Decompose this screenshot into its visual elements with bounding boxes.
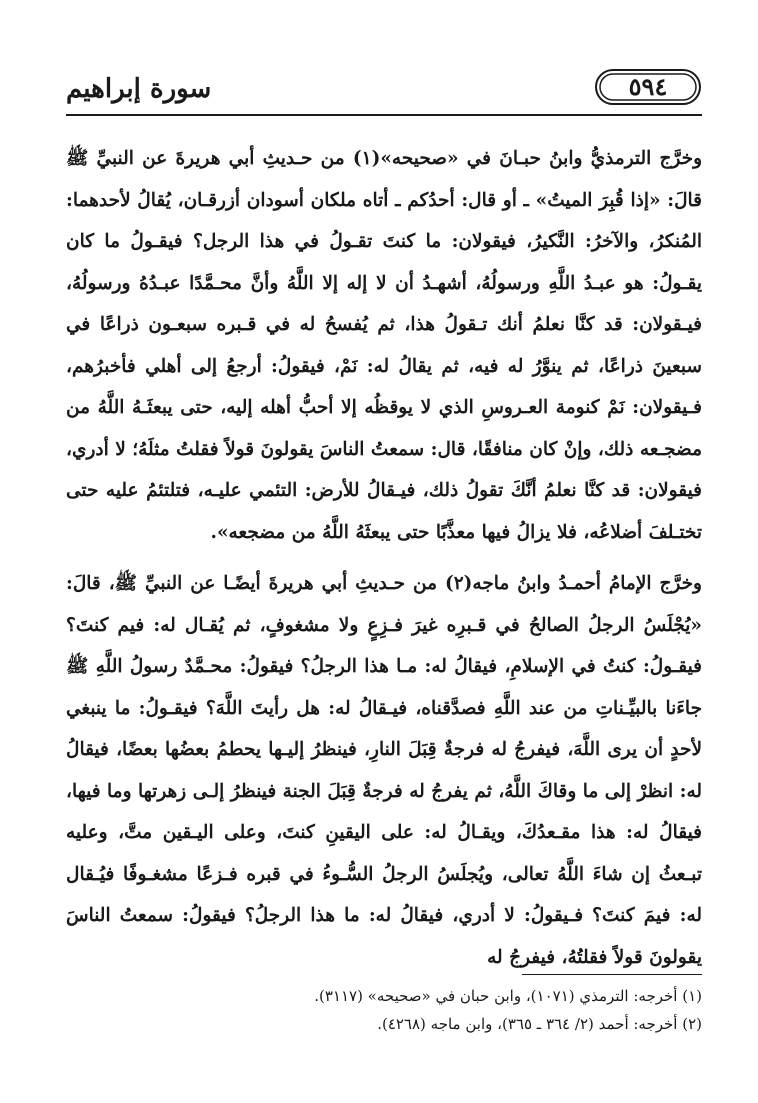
- footnotes: [66, 982, 702, 1038]
- footnote-2: (٢) أخرجه: أحمد (٢/ ٣٦٤ ـ ٣٦٥)، وابن ماجه (٤٢٦٨).: [377, 1015, 702, 1033]
- footnote-1: (١) أخرجه: الترمذي (١٠٧١)، وابن حبان في «صحيحه» (٣١١٧).: [314, 987, 702, 1005]
- paragraph-2: وخرَّج الإمامُ أحمـدُ وابنُ ماجه(٢) من حـديثِ أبي هريرةَ أيضًـا عن النبيِّ ﷺ، قالَ: «يُجْلَسُ الرجلُ الصالحُ في قـبرِه غيرَ فـزِعٍ ولا مشغوفٍ، ثم يُقـال له: فيم كنتَ؟ فيقـولُ: كنتُ في الإسلامِ، فيقالُ له: مـا هذا الرجلُ؟ فيقولُ: محـمَّدٌ رسولُ اللَّهِ ﷺ جاءَنا بالبيِّـناتِ من عند اللَّهِ فصدَّقناه، فيـقالُ له: هل رأيتَ اللَّهَ؟ فيقـولُ: ما ينبغي لأحدٍ أن يرى اللَّهَ، فيفرجُ له فرجةٌ قِبَلَ النارِ، فينظرُ إليـها يحطمُ بعضُها بعضًا، فيقالُ له: انظرْ إلى ما وقاكَ اللَّهُ، ثم يفرجُ له فرجةٌ قِبَلَ الجنة فينظرُ إلـى زهرتها وما فيها، فيقالُ له: هذا مقـعدُكَ، ويقـالُ له: على اليقينِ كنتَ، وعلى اليـقين متَّ، وعليه تبـعثُ إن شاءَ اللَّهُ تعالى، ويُجلَسُ الرجلُ السُّـوءُ في قبره فـزعًا مشغـوفًا فيُـقال له: فيمَ كنتَ؟ فـيقولُ: لا أدري، فيقالُ له: ما هذا الرجلُ؟ فيقولُ: سمعتُ الناسَ يقولونَ قولاً فقلتُهُ، فيفرجُ له: [66, 573, 702, 968]
- footnote-divider: [522, 974, 702, 975]
- sura-title: سورة إبراهيم: [66, 74, 212, 104]
- main-text: [66, 138, 702, 978]
- page-header: [66, 64, 702, 120]
- header-divider: [66, 114, 702, 116]
- page-number: ٥٩٤: [628, 72, 668, 101]
- page-number-frame: [594, 68, 702, 106]
- paragraph-1: وخرَّج الترمذيُّ وابنُ حبـانَ في «صحيحه»(١) من حـديثِ أبي هريرةَ عن النبيِّ ﷺ قالَ: «إذا قُبِرَ الميتُ» ـ أو قال: أحدُكم ـ أتاه ملكان أسودان أزرقـان، يُقالُ لأحدهما: المُنكرُ، والآخرُ: النَّكيرُ، فيقولان: ما كنتَ تقـولُ في هذا الرجل؟ فيقـولُ ما كان يقـولُ: هو عبـدُ اللَّهِ ورسولُهُ، أشهـدُ أن لا إله إلا اللَّهُ وأنَّ محـمَّدًا عبـدُهُ ورسولُهُ، فيـقولان: قد كنَّا نعلمُ أنك تـقولُ هذا، ثم يُفسحُ له في قـبره سبعـون ذراعًا في سبعينَ ذراعًا، ثم ينوَّرُ له فيه، ثم يقالُ له: نَمْ، فيقولُ: أرجعُ إلى أهلي فأخبرُهم، فـيقولان: نَمْ كنومة العـروسِ الذي لا يوقظُه إلا أحبُّ أهله إليه، حتى يبعثَـهُ اللَّهُ من مضجـعه ذلك، وإنْ كان منافقًا، قال: سمعتُ الناسَ يقولونَ قولاً فقلتُ مثلَهُ؛ لا أدري، فيقولان: قد كنَّا نعلمُ أنَّكَ تقولُ ذلك، فيـقالُ للأرض: التئمي عليـه، فتلتئمُ عليه حتى تختـلفَ أضلاعُه، فلا يزالُ فيها معذَّبًا حتى يبعثَهُ اللَّهُ من مضجعه».: [66, 148, 703, 543]
